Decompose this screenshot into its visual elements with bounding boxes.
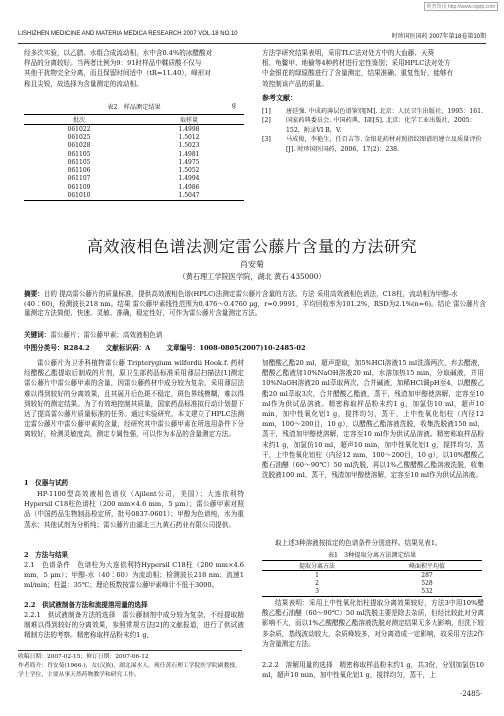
reference-item: [262, 116, 487, 135]
table-header: 批次: [72, 117, 85, 124]
keywords: [24, 329, 490, 339]
table-cell: 061022: [67, 125, 91, 133]
section-1-text: HP-1100型高效液相色谱仪（Ajilent公司，美国）；大连依利特Hypersil C18柱色谱柱（200 mm×4.6 mm，5 μm）；雷公藤甲素对照品（中国药品生物制品检定所，批号0837-9601）；甲醇为色谱纯，水为重蒸水；其他试剂为分析纯；雷公藤片由湖北三九黄石药业有限公司提供。: [24, 490, 244, 529]
table-row: [262, 579, 482, 587]
running-header: [18, 31, 486, 40]
table-header-row: [262, 561, 482, 571]
table-cell: 061107: [67, 175, 91, 183]
table-header: 取样量: [179, 117, 198, 124]
section-2-1-text: 2.1 色谱条件 色谱柱为大连依利特Hypersil C18柱（200 mm×4.6 mm，5 μm）；甲醇-水（40∶60）为流动相；检测波长218 nm；流速1 ml/min；柱温：35℃；理论板数按雷公藤甲素峰计不低于3000。: [24, 561, 244, 590]
table-cell: 287: [421, 571, 433, 579]
table-cell: 1.5012: [178, 133, 200, 141]
table-cell: 061010: [67, 192, 91, 200]
table-cell: 061105: [67, 158, 91, 166]
page-number: ·2485·: [460, 690, 483, 698]
classification: [24, 342, 490, 352]
reference-item: [262, 107, 487, 116]
table-row: [262, 571, 482, 580]
reference-text: 马成俊，李艳生，任百吉等. 金银花药材对照指纹图谱的建立及质量评价[J]. 时珍国医国药，2006，17(2)：238.: [286, 136, 482, 153]
section-2-2-heading: 2.2 供试液制备方法和流提溶用量的选择: [24, 601, 148, 609]
extraction-table: [262, 560, 482, 597]
right-top-paragraph: [262, 48, 487, 89]
section-2-2-2-text: 2.2.2 溶解用量的选择 精密称取样品粉末约1 g，共3份，分别加氯仿10 ml，超声10 min，加中性氧化铝1 g，搅拌均匀，蒸干，上: [262, 661, 484, 680]
doc-code: 文献标识码：A: [105, 344, 151, 352]
table-cell: 061028: [67, 142, 91, 150]
footnote-received: 收稿日期：2007-02-15；修订日期：2007-06-12: [18, 654, 149, 660]
table-row: [24, 166, 244, 174]
right-body-paragraph-3: 结果表明：采用上中性氧化铝柱提取分离效果较好，方法3中用10%醋酸乙酯石油醚（60～90℃）50 ml洗脱主要是除去杂质，但经比较此对分离影响不大，而以1%乙酸醋酸乙酯溶液洗脱对测定结果无多大影响，但洗下较多杂质，基线波动较大，杂质峰较多，对分离造成一定影响，故采用方法2作为含量测定方法。: [262, 599, 484, 648]
table-cell: 2: [315, 579, 319, 587]
table-cell: 1.5052: [178, 167, 200, 175]
table-cell: 528: [421, 579, 433, 587]
table-row: [24, 183, 244, 191]
section-2-2-1-text: 2.2.1 供试液制备方法的选择 雷公藤制剂中成分较为复杂，不经提取精制难以得到较好的分离效果，参照常规方法[2]的文献报道，进行了供试液精制方法的考察。精密称取样品粉末约1 g，: [24, 611, 244, 640]
clc-number: 中图分类号：R284.2: [24, 344, 90, 352]
reference-text: 唐廷强. 中成药薄层色谱鉴别[M]. 北京：人民卫生出版社，1995：161.: [286, 108, 484, 115]
table-row: [24, 150, 244, 158]
table-cell: 061106: [67, 167, 91, 175]
reference-item: [262, 135, 487, 154]
affiliation: （黄石理工学院医学院，湖北 黄石 435000）: [178, 272, 326, 281]
header-right: 时珍国医国药 2007年第18卷第10期: [391, 34, 486, 40]
text-line: 中金银花的绿原酸进行了含量测定，结果准确、重复性好，能够有: [262, 69, 454, 78]
section-2-heading: 2 方法与结果: [24, 551, 69, 559]
footnote-author-bio: 作者简介：肖安菊(1966-)，女(汉族)，湖北浠水人，现任黄石理工学院医学院副教授，学士学位，主要从事天然药物教学和研究工作。: [18, 663, 241, 678]
article-id: 文章编号：1008-0805(2007)10-2485-02: [166, 344, 306, 352]
results-table: [24, 114, 244, 201]
footnote: [18, 650, 242, 680]
text-line: 效控制该产品的质量。: [262, 79, 328, 88]
left-top-paragraph: [24, 48, 244, 89]
article-title: 高效液相色谱法测定雷公藤片含量的方法研究: [86, 237, 417, 256]
table-cell: 1.5023: [178, 142, 200, 150]
abstract: [24, 290, 490, 319]
text-line: 根、龟鳖甲、地榆等4种药材进行定性鉴别；采用HPLC法对处方: [262, 59, 451, 68]
references: [262, 93, 487, 154]
text-line: 方法学研究结果表明，采用TLC法对处方中的大血藤、天葵: [262, 49, 435, 57]
table-header: 峰面积平均值: [408, 563, 445, 570]
table-row: [24, 158, 244, 166]
keywords-label: 关键词：: [24, 331, 51, 339]
table2-unit: g: [232, 102, 236, 109]
table-cell: 061025: [67, 133, 91, 141]
table2-caption-row: [24, 102, 244, 111]
reference-list: [262, 107, 487, 154]
reference-number: [2]: [262, 117, 271, 125]
abstract-label: 摘要：: [24, 290, 44, 298]
text-line: 其他干扰物完全分离，而且保留时间适中（tR=11.40），峰形对: [24, 69, 211, 78]
table-row: [24, 191, 244, 200]
table1-caption: 表1 3种提取分离方法测定结果: [327, 552, 417, 559]
text-line: 经多次实验，以乙腈、水组合成流动相，水中含0.4%的冰醋酸对: [24, 49, 213, 57]
abstract-text: 目的 提高雷公藤片的质量标准，提供高效液相色谱(HPLC)法测定雷公藤片含量的方法。方法 采用高效液相色谱法，C18柱，流动相为甲醇-水(40∶60)，检测波长218 nm。结果 雷公藤甲素线性范围为0.476～0.4760 μg，r=0.9991，平均回收率为101.2%，RSD为2.1%(n=6)。结论 雷公藤片含量测定方法简便、快速、灵敏、准确，稳定性好，可作为雷公藤片含量测定方法。: [24, 290, 486, 318]
table-cell: 1.4986: [178, 183, 200, 191]
table-cell: 1.4998: [178, 125, 200, 133]
table-cell: 3: [315, 588, 319, 596]
reference-number: [1]: [262, 108, 271, 115]
table-cell: 061109: [67, 183, 91, 191]
table-cell: 061105: [67, 150, 91, 158]
header-rule: [18, 43, 486, 44]
table-cell: 1.4994: [178, 175, 200, 183]
right-body-paragraph-2: 取上述3种溶液按拟定的色谱条件分别进样。结果见表1。: [275, 539, 442, 547]
table-row: [262, 588, 482, 597]
keywords-text: 雷公藤片；雷公藤甲素；高效液相色谱: [50, 331, 163, 339]
table-row: [24, 133, 244, 141]
table-row: [24, 175, 244, 183]
table2-caption: 表2 样品测定结果: [107, 104, 161, 111]
table-cell: 1.4981: [178, 150, 200, 158]
header-left: LISHIZHEN MEDICINE AND MATERIA MEDICA RESEARCH 2007 VOL.18 NO.10: [18, 31, 238, 37]
intro-paragraph: 雷公藤片为卫矛科植物雷公藤 Tripterygium wilfordii Hook.f. 药材经醋酸乙酯提取后制成的片剂，原卫生部药品标准采用薄层扫描法[1]测定雷公藤片中雷公藤甲素的含量，因雷公藤药材中成分较为复杂，采用薄层法难以得到较好的分离效果，且其展开后色斑不稳定，斑色界线模糊，难以得到较好的测定结果。为了有效地控制其质量，国家药品标准拟行动计划提下达了提高雷公藤片质量标准的任务。通过实验研究，本文建立了HPLC法测定雷公藤片中雷公藤甲素的含量，经研究其中雷公藤甲素在所选用条件下分离较好，检测灵敏度高，测定专属性强，可以作为本品的含量测定方法。: [24, 359, 244, 439]
references-title: 参考文献：: [262, 93, 297, 102]
section-1-heading: 1 仪器与试药: [24, 479, 69, 487]
table-row: [24, 125, 244, 134]
watermark: 维普资讯 http://www.cqvip.com: [424, 2, 498, 11]
text-line: 样品的分离较好。当两者比例为9：91时样品中鞣质酸不仅与: [24, 59, 202, 68]
reference-text: 国家药典委员会. 中国药典，I部[S]. 北京：化学工业出版社，2005：152，附录VI B，V.: [286, 117, 476, 134]
text-line: 称且尖锐，故选择为含量测定的流动相。: [24, 79, 143, 88]
table-header-row: [24, 115, 244, 125]
reference-number: [3]: [262, 136, 271, 144]
table-cell: 1: [315, 571, 319, 579]
table-row: [24, 142, 244, 150]
table-cell: 1.5047: [178, 192, 200, 200]
author: 肖安菊: [240, 260, 264, 269]
table-cell: 1.4975: [178, 158, 200, 166]
table-header: 提取分离方法: [298, 563, 335, 570]
table-cell: 532: [421, 588, 433, 596]
right-body-paragraph: 加醋酸乙酯20 ml，超声提取，加5%HCl溶液15 ml洗涤两次，弃去醋液，醋酸乙酯液加10%NaOH溶液20 ml，水溶加热15 min，分取碱液，并用10%NaOH溶液20 ml萃取两次，合并碱液，加稀HCl调pH至4，以醋酸乙酯20 ml萃取3次，合并醋酸乙酯液，蒸干，残渣加甲醇使溶解，定容至10 ml作为供试品溶液。精密称取样品粉末约1 g，加氯仿10 ml，超声10 min，加中性氧化铝1 g，搅拌均匀，蒸干，上中性氧化铝柱（内径12 mm，100～200目，10 g），以醋酸乙酯溶液洗脱，收集洗脱液150 ml，蒸干，残渣加甲醇使溶解，定容至10 ml作为供试品溶液。精密称取样品粉末约1 g，加氯仿10 ml，超声10 min，加中性氧化铝1 g，搅拌均匀，蒸干，上中性氧化铝柱（内径12 mm，100～200目，10 g），以10%醋酸乙酯石油醚（60～90℃）50 ml洗脱，再以1%乙酸醋酸乙酯溶液洗脱，收集洗脱液100 ml，蒸干，残渣加甲醇使溶解，定容至10 ml作为供试品溶液。: [262, 359, 484, 480]
